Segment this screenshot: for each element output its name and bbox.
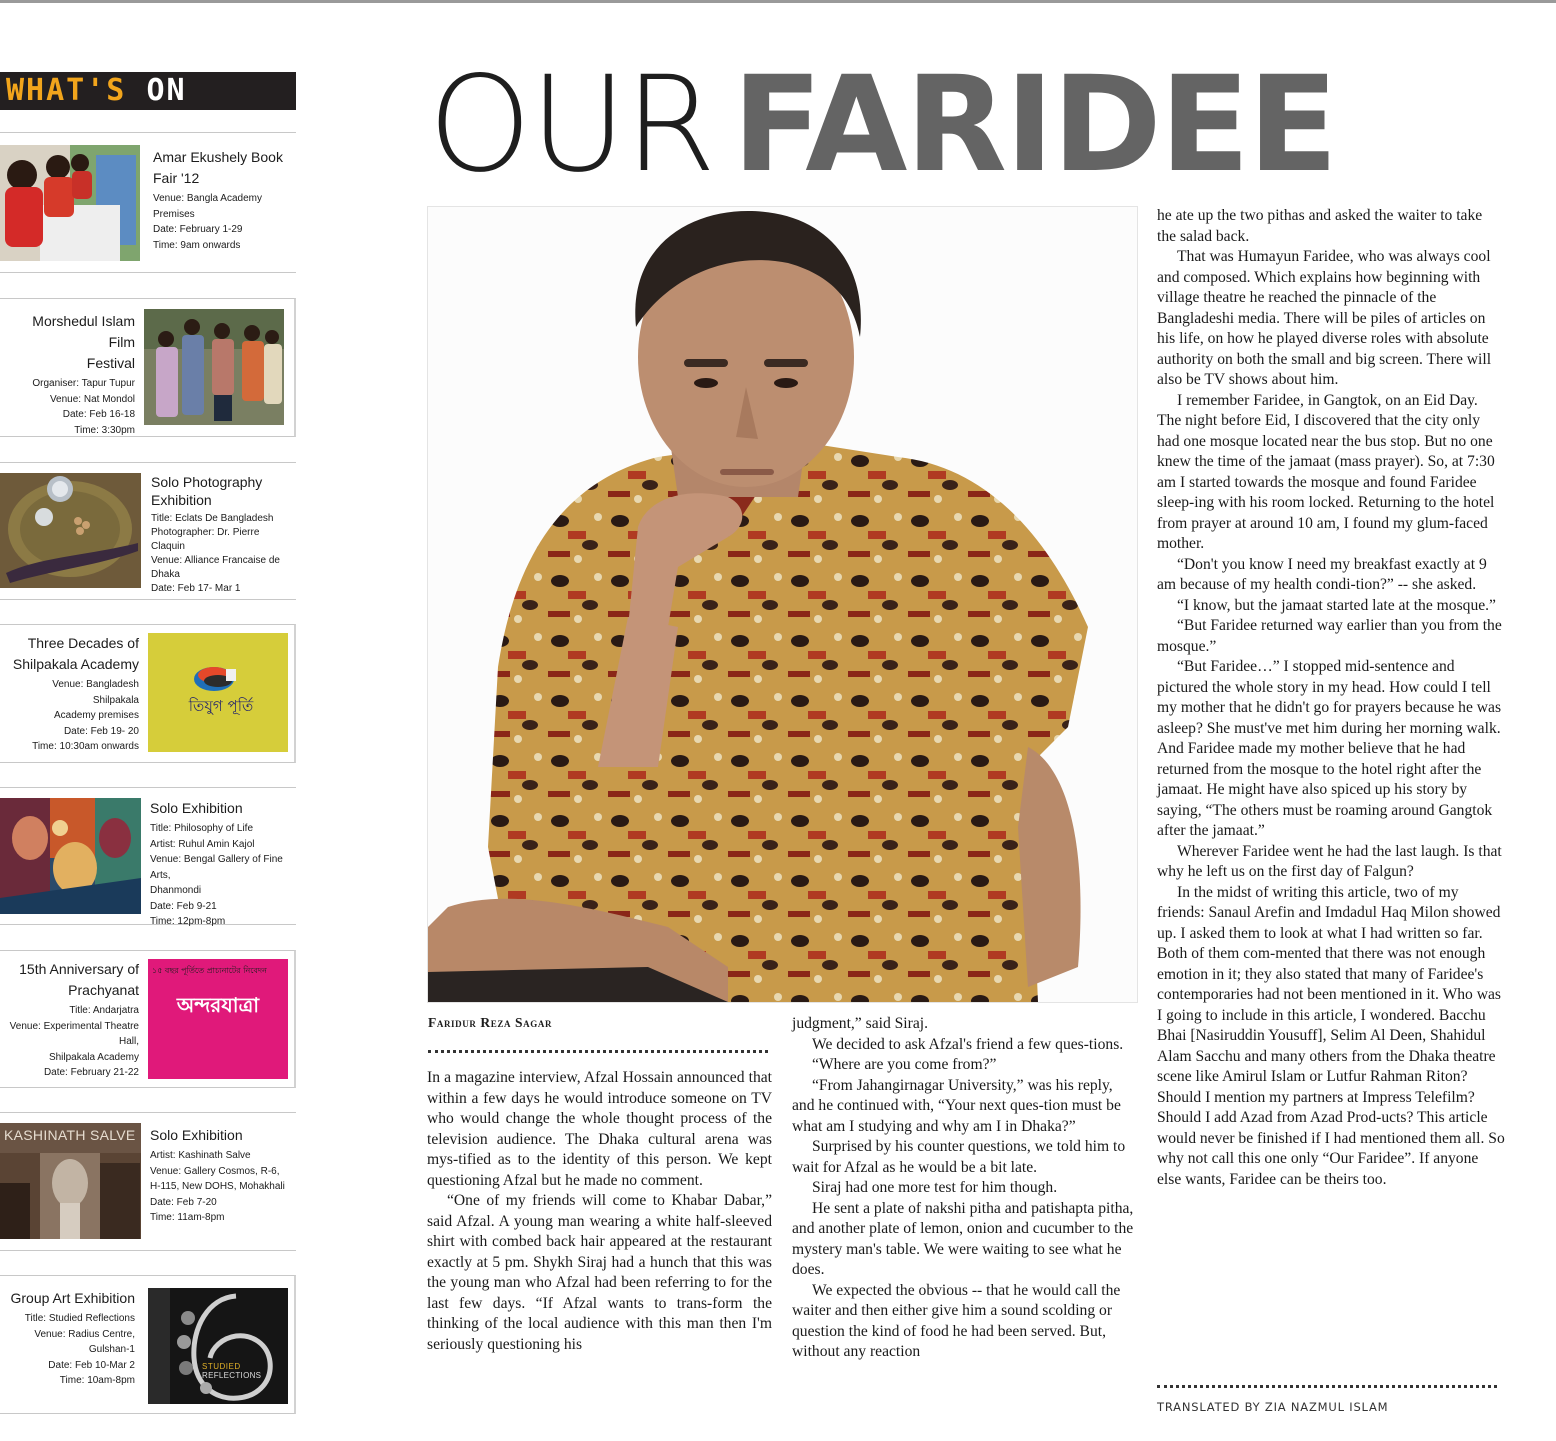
event-title: Group Art Exhibition bbox=[10, 1290, 135, 1306]
event-detail: Date: Feb 9-21 bbox=[150, 900, 217, 912]
paragraph: “But Faridee returned way earlier than you from the mosque.” bbox=[1157, 617, 1502, 655]
event-detail: Venue: Nat Mondol bbox=[49, 393, 135, 405]
event-info bbox=[150, 798, 296, 930]
event-detail: Dhanmondi bbox=[150, 885, 202, 896]
event-detail: Time: 12pm-8pm bbox=[150, 916, 226, 927]
event-painting-kashinath-salve bbox=[0, 1123, 141, 1239]
event-title: Morshedul Islam Film Festival bbox=[32, 313, 135, 371]
event-detail: Title: Studied Reflections bbox=[24, 1313, 135, 1324]
article-column-3 bbox=[1157, 206, 1505, 1190]
event-detail: Artist: Ruhul Amin Kajol bbox=[150, 838, 255, 850]
event-detail: Organiser: Tapur Tupur bbox=[32, 378, 135, 389]
event-detail: Venue: Bengal Gallery of Fine Arts, bbox=[150, 854, 283, 881]
event-title: Solo Exhibition bbox=[150, 1127, 243, 1143]
event-detail: Venue: Alliance Francaise de bbox=[151, 555, 280, 566]
event-detail: Time: 11am-8pm bbox=[150, 1212, 225, 1223]
article-column-1 bbox=[427, 1068, 772, 1355]
paragraph: Siraj had one more test for him though. bbox=[812, 1179, 1058, 1196]
event-item bbox=[0, 1112, 296, 1251]
whats-on-heading-part2: ON bbox=[146, 73, 187, 108]
article-headline bbox=[428, 50, 1528, 200]
event-detail: Title: Eclats De Bangladesh bbox=[151, 513, 274, 524]
event-detail: Venue: Bangladesh Shilpakala bbox=[52, 679, 139, 706]
portrait-photo bbox=[427, 206, 1138, 1003]
event-info bbox=[4, 311, 135, 438]
event-detail: Photographer: Dr. Pierre Claquin bbox=[151, 527, 260, 552]
paragraph: “Don't you know I need my breakfast exactly at 9 am because of my health condi-tion?” -- she asked. bbox=[1157, 555, 1487, 593]
event-item bbox=[0, 787, 296, 925]
paragraph: In a magazine interview, Afzal Hossain announced that within a few days he would introduce someone on TV who would change the whole thought process of the television audience. The Dhaka cultural arena was mys-tified as to the identity of this person. We kept questioning Afzal but he made no comment. bbox=[427, 1069, 772, 1189]
event-photo-photography bbox=[0, 473, 141, 588]
event-detail: Venue: Radius Centre, bbox=[34, 1328, 135, 1340]
event-info bbox=[151, 473, 295, 596]
byline-dotted-rule bbox=[428, 1050, 768, 1053]
event-detail: Title: Andarjatra bbox=[69, 1005, 139, 1016]
paragraph: That was Humayun Faridee, who was always cool and composed. Which explains how beginning with village theatre he reached the pinnacle of the Bangladeshi media. There will be piles of articles on his life, on how he played diverse roles with absolute authority on both the small and big screen. There will also be TV shows about him. bbox=[1157, 248, 1492, 388]
event-detail: Title: Philosophy of Life bbox=[150, 823, 254, 834]
paragraph: We expected the obvious -- that he would call the waiter and then either give him a sound scolding or question the kind of food he had been served. But, without any reaction bbox=[792, 1281, 1121, 1360]
paragraph: judgment,” said Siraj. bbox=[792, 1015, 928, 1032]
event-info bbox=[4, 633, 139, 755]
event-title: 15th Anniversary of Prachyanat bbox=[19, 961, 139, 998]
event-detail: Date: Feb 17- Mar 1 bbox=[151, 583, 241, 594]
whats-on-heading bbox=[0, 72, 296, 110]
event-detail: Venue: Experimental Theatre Hall, bbox=[9, 1020, 139, 1047]
event-info bbox=[150, 1125, 296, 1226]
event-painting-philosophy-of-life bbox=[0, 798, 141, 914]
top-rule bbox=[0, 0, 1556, 3]
event-poster-studied-reflections bbox=[148, 1288, 288, 1404]
whats-on-heading-part1: WHAT'S bbox=[6, 73, 127, 108]
event-detail: Artist: Kashinath Salve bbox=[150, 1150, 251, 1161]
event-item bbox=[0, 1275, 296, 1414]
event-detail: Time: 10am-8pm bbox=[59, 1375, 135, 1386]
paragraph: Surprised by his counter questions, we told him to wait for Afzal as he would be a bit late. bbox=[792, 1138, 1126, 1176]
event-detail: Academy premises bbox=[53, 710, 139, 721]
andarjatra-poster-tagline: ১৫ বছর পূর্তিতে প্রাচ্যনাটের নিবেদন bbox=[152, 966, 267, 975]
paragraph: he ate up the two pithas and asked the waiter to take the salad back. bbox=[1157, 207, 1483, 245]
event-photo-film-festival bbox=[144, 309, 284, 425]
credit-dotted-rule bbox=[1157, 1385, 1497, 1388]
headline-light-word: OUR bbox=[428, 48, 715, 202]
event-detail: Date: February 1-29 bbox=[153, 224, 243, 235]
event-info bbox=[2, 959, 139, 1081]
event-detail: Date: February 21-22 bbox=[43, 1067, 139, 1078]
paragraph: “But Faridee…” I stopped mid-sentence and pictured the whole story in my head. How could I tell my mother that he didn't go for prayers because he was asleep? She must've met him during her morning walk. And Faridee made my mother believe that he had returned from the mosque to the hotel right after the jamaat. He might have also spiced up his story by saying, “The others must be roaming around Gangtok after the jamaat.” bbox=[1157, 658, 1502, 839]
event-detail: Date: Feb 19- 20 bbox=[63, 725, 139, 737]
andarjatra-poster-title: অন্দরযাত্রা bbox=[176, 993, 260, 1017]
event-title: Amar Ekushely Book Fair '12 bbox=[153, 149, 283, 186]
paragraph: I remember Faridee, in Gangtok, on an Eid Day. The night before Eid, I discovered that the city only had one mosque located near the bus stop. But no one knew the time of the jamaat (mass prayer). So, at 7:30 am I started towards the mosque and found Faridee sleep-ing with his room locked. Returning to the hotel from prayer at around 10 am, I found my glum-faced mother. bbox=[1157, 391, 1495, 552]
event-detail: Dhaka bbox=[151, 569, 180, 580]
event-info bbox=[2, 1288, 135, 1389]
event-info bbox=[153, 147, 293, 253]
event-poster-andarjatra bbox=[148, 959, 288, 1079]
event-detail: Shilpakala Academy bbox=[48, 1051, 139, 1063]
event-title: Solo Exhibition bbox=[150, 800, 243, 816]
paragraph: He sent a plate of nakshi pitha and patishapta pitha, and another plate of lemon, onion and cucumber to the mystery man's table. We were waiting to see what he does. bbox=[792, 1199, 1134, 1278]
article-byline: Faridur Reza Sagar bbox=[428, 1015, 553, 1030]
paragraph: We decided to ask Afzal's friend a few ques-tions. bbox=[812, 1035, 1124, 1053]
event-detail: Date: Feb 16-18 bbox=[62, 409, 135, 420]
event-item bbox=[0, 298, 296, 437]
paragraph: “From Jahangirnagar University,” was his reply, and he continued with, “Your next ques-tion must be what am I studying and why am I in Dhaka?” bbox=[792, 1076, 1121, 1135]
paragraph: In the midst of writing this article, two of my friends: Sanaul Arefin and Imdadul Haq Milon showed up. I asked them to look at what I had written so far. Both of them com-mented that there was not enough emotion in it; they also stated that many of Faridee's contemporaries had not been mentioned in it. Who was I going to include in this article, I wondered. Bacchu Bhai [Nasiruddin Yousuff], Selim Al Deen, Shahidul Alam Sacchu and many others from the Dhaka theatre scene like Amirul Islam or Lutfur Rahman Riton? Should I mention my partners at Impress Telefilm? Should I add Azad from Azad Prod-ucts? This article would never be finished if I had mentioned them all. So why not call this one only “Our Faridee”. If anyone else wants, Faridee can be theirs too. bbox=[1157, 883, 1505, 1188]
event-detail: Venue: Gallery Cosmos, R-6, bbox=[150, 1165, 280, 1177]
paragraph: “I know, but the jamaat started late at the mosque.” bbox=[1177, 596, 1496, 614]
event-detail: Date: Feb 10-Mar 2 bbox=[48, 1359, 135, 1371]
event-title: Three Decades of Shilpakala Academy bbox=[12, 635, 139, 672]
event-item bbox=[0, 132, 296, 273]
event-item bbox=[0, 462, 296, 600]
kashinath-thumb-text: KASHINATH SALVE bbox=[4, 1127, 136, 1143]
paragraph: “One of my friends will come to Khabar Dabar,” said Afzal. A young man wearing a white half-sleeved shirt with combed back hair appeared at the restaurant exactly at 5 pm. Shykh Siraj had a hunch that this was the young man who Afzal had been referring to for the last few days. “If Afzal wants to trans-form the thinking of the local audience with this man then I'm seriously questioning his bbox=[427, 1192, 772, 1353]
event-detail: Time: 9am onwards bbox=[153, 239, 241, 251]
event-detail: Venue: Bangla Academy Premises bbox=[153, 193, 262, 220]
event-detail: Gulshan-1 bbox=[88, 1344, 135, 1355]
paragraph: “Where are you come from?” bbox=[812, 1056, 997, 1073]
studied-reflections-title-top: STUDIED bbox=[202, 1362, 241, 1371]
event-poster-shilpakala bbox=[148, 633, 288, 752]
translator-credit: TRANSLATED BY ZIA NAZMUL ISLAM bbox=[1157, 1400, 1389, 1414]
event-detail: Time: 10:30am onwards bbox=[32, 741, 139, 752]
event-detail: Time: 3:30pm bbox=[74, 424, 135, 436]
studied-reflections-title-main: REFLECTIONS bbox=[202, 1371, 262, 1380]
event-detail: Date: Feb 7-20 bbox=[150, 1196, 217, 1208]
paragraph: Wherever Faridee went he had the last laugh. Is that why he left us on the first day of Falgun? bbox=[1157, 842, 1502, 880]
shilpakala-logo-text: তিযুগ পূর্তি bbox=[188, 697, 254, 715]
headline-bold-word: FARIDEE bbox=[732, 48, 1337, 202]
event-title: Solo Photography Exhibition bbox=[151, 474, 263, 508]
event-detail: H-115, New DOHS, Mohakhali bbox=[150, 1181, 285, 1192]
event-photo-book-fair bbox=[0, 145, 140, 261]
event-item bbox=[0, 950, 296, 1088]
event-item bbox=[0, 624, 296, 763]
article-column-2 bbox=[792, 1014, 1138, 1363]
